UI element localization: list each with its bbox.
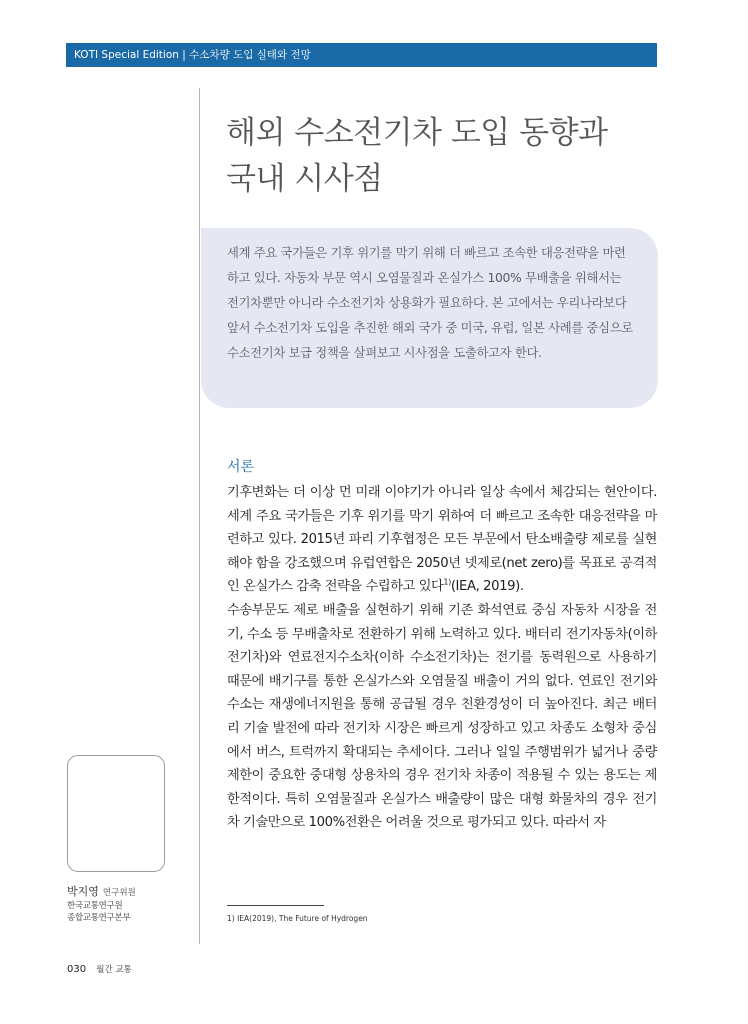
- abstract-box: [201, 228, 658, 408]
- paragraph-1-tail: (IEA, 2019).: [450, 579, 524, 595]
- paragraph-2: 수송부문도 제로 배출을 실현하기 위해 기존 화석연료 중심 자동차 시장을 전기, 수소 등 무배출차로 전환하기 위해 노력하고 있다. 배터리 전기자동차(이하 전기차)와 연료전지수소차(이하 수소전기차)는 전기를 동력원으로 사용하기 때문에 배기구를 통한 온실가스와 오염물질 배출이 거의 없다. 연료인 전기와 수소는 재생에너지원을 통해 공급될 경우 친환경성이 더 높아진다. 최근 배터리 기술 발전에 따라 전기차 시장은 빠르게 성장하고 있고 차종도 소형차 중심에서 버스, 트럭까지 확대되는 추세이다. 그러나 일일 주행범위가 넓거나 중량 제한이 중요한 중대형 상용차의 경우 전기차 차종이 적용될 수 있는 용도는 제한적이다. 특히 오염물질과 온실가스 배출량이 많은 대형 화물차의 경우 전기차 기술만으로 100%전환은 어려울 것으로 평가되고 있다. 따라서 자: [227, 602, 657, 831]
- author-org-1: 한국교통연구원: [67, 901, 123, 911]
- author-name: 박지영: [67, 885, 99, 898]
- page-number: 030: [67, 964, 87, 975]
- footnote: 1) IEA(2019), The Future of Hydrogen: [227, 914, 368, 923]
- section-header-label: KOTI Special Edition | 수소차량 도입 실태와 전망: [74, 49, 311, 61]
- paragraph-1-main: 기후변화는 더 이상 먼 미래 이야기가 아니라 일상 속에서 체감되는 현안이다. 세계 주요 국가들은 기후 위기를 막기 위하여 더 빠르고 조속한 대응전략을 마련하고 있다. 2015년 파리 기후협정은 모든 부문에서 탄소배출량 제로를 실현해야 함을 강조했으며 유럽연합은 2050년 넷제로(net zero)를 목표로 공격적인 온실가스 감축 전략을 수립하고 있다: [227, 485, 657, 595]
- magazine-name: 월간 교통: [96, 965, 132, 975]
- author-role: 연구위원: [102, 888, 136, 898]
- footnote-reference[interactable]: 1): [443, 577, 451, 587]
- footnote-divider: [227, 905, 324, 906]
- paragraph-1: [227, 481, 657, 599]
- author-org-2: 종합교통연구본부: [67, 913, 131, 923]
- author-photo-placeholder: [67, 755, 165, 872]
- abstract-text: 세계 주요 국가들은 기후 위기를 막기 위해 더 빠르고 조속한 대응전략을 마련하고 있다. 자동차 부문 역시 오염물질과 온실가스 100% 무배출을 위해서는 전기차뿐만 아니라 수소전기차 상용화가 필요하다. 본 고에서는 우리나라보다 앞서 수소전기차 도입을 추진한 해외 국가 중 미국, 유럽, 일본 사례를 중심으로 수소전기차 보급 정책을 살펴보고 시사점을 도출하고자 한다.: [227, 246, 633, 360]
- section-heading: 서론: [227, 459, 255, 475]
- article-title: [226, 110, 656, 202]
- article-title-line2: 국내 시사점: [226, 161, 383, 197]
- body-text: [227, 481, 657, 835]
- article-title-line1: 해외 수소전기차 도입 동향과: [226, 115, 608, 151]
- section-header-bar: [66, 43, 657, 67]
- footer-separator: [89, 964, 92, 975]
- vertical-divider: [199, 88, 200, 944]
- author-info: [67, 885, 136, 924]
- page-footer: [67, 963, 132, 975]
